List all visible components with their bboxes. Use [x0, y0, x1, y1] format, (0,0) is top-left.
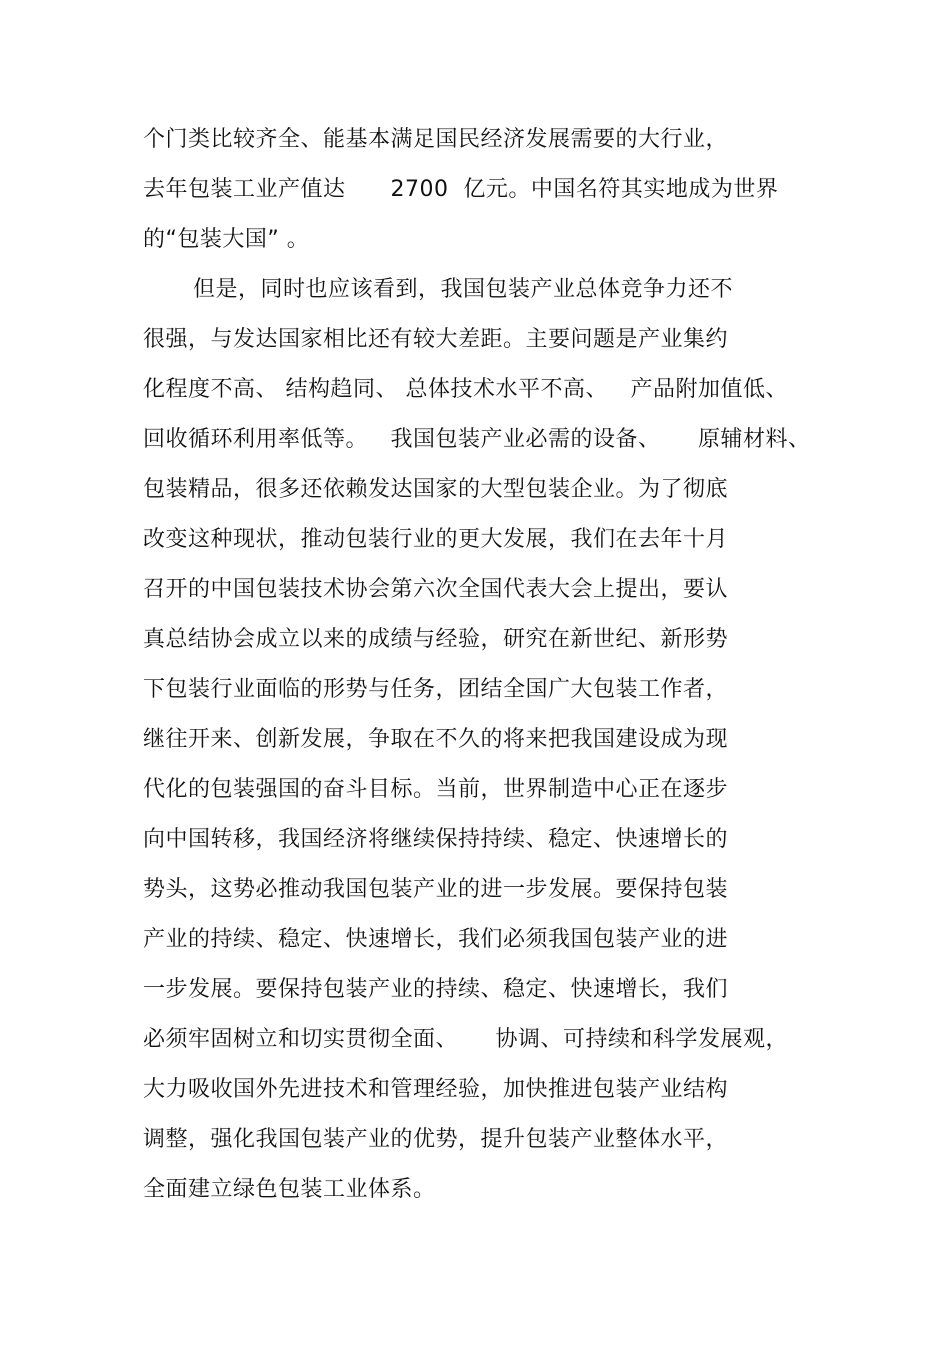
text-line: 继往开来、创新发展，争取在不久的将来把我国建设成为现 [143, 727, 729, 752]
text-line: 一步发展。要保持包装产业的持续、稳定、快速增长，我们 [143, 977, 729, 1002]
text-line: 个门类比较齐全、能基本满足国民经济发展需要的大行业， [143, 127, 729, 152]
text-line: 回收循环利用率低等。 我国包装产业必需的设备、 原辅材料、 [143, 427, 811, 452]
text-line: 大力吸收国外先进技术和管理经验，加快推进包装产业结构 [143, 1077, 729, 1102]
text-line: 代化的包装强国的奋斗目标。当前，世界制造中心正在逐步 [143, 777, 729, 802]
text-line: 去年包装工业产值达 2700 亿元。中国名符其实地成为世界 [143, 177, 779, 202]
text-line: 真总结协会成立以来的成绩与经验，研究在新世纪、新形势 [143, 627, 729, 652]
paragraph-first-line: 但是，同时也应该看到，我国包装产业总体竞争力还不 [193, 277, 734, 302]
text-line: 产业的持续、稳定、快速增长，我们必须我国包装产业的进 [143, 927, 729, 952]
text-line: 召开的中国包装技术协会第六次全国代表大会上提出，要认 [143, 577, 729, 602]
text-line: 必须牢固树立和切实贯彻全面、 协调、可持续和科学发展观， [143, 1027, 788, 1052]
text-line: 全面建立绿色包装工业体系。 [143, 1177, 436, 1202]
text-line: 包装精品，很多还依赖发达国家的大型包装企业。为了彻底 [143, 477, 729, 502]
text-line: 下包装行业面临的形势与任务，团结全国广大包装工作者， [143, 677, 729, 702]
text-line: 向中国转移，我国经济将继续保持持续、稳定、快速增长的 [143, 827, 729, 852]
text-line: 的“包装大国” 。 [143, 227, 310, 252]
text-line: 调整，强化我国包装产业的优势，提升包装产业整体水平， [143, 1127, 729, 1152]
text-line: 化程度不高、 结构趋同、 总体技术水平不高、 产品附加值低、 [143, 377, 788, 402]
text-line: 改变这种现状，推动包装行业的更大发展，我们在去年十月 [143, 527, 729, 552]
text-line: 势头，这势必推动我国包装产业的进一步发展。要保持包装 [143, 877, 729, 902]
text-line: 很强，与发达国家相比还有较大差距。主要问题是产业集约 [143, 327, 729, 352]
